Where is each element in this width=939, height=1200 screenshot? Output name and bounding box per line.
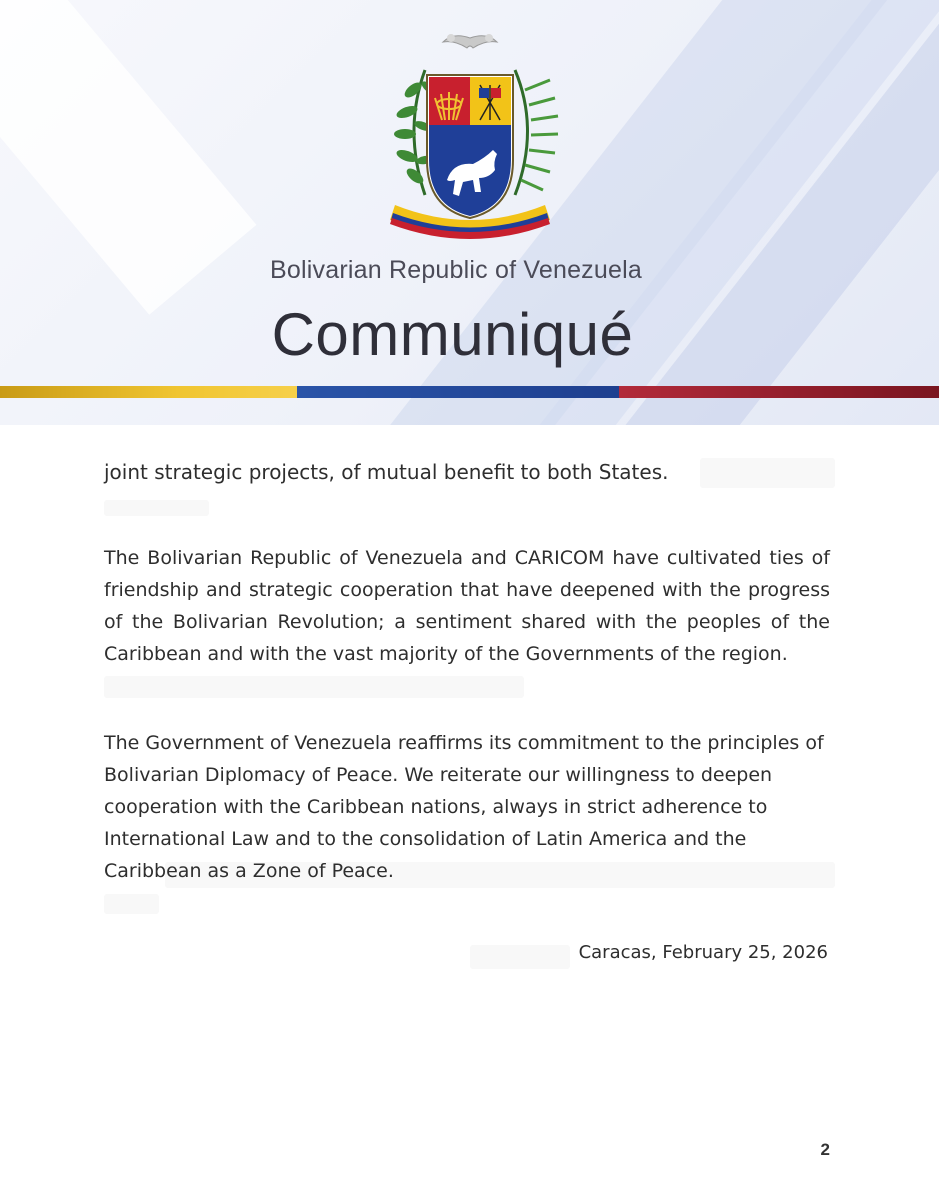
venezuela-coat-of-arms-icon [355, 30, 585, 255]
date-line: Caracas, February 25, 2026 [578, 942, 828, 963]
flag-yellow-band [0, 386, 297, 398]
scan-smudge [104, 676, 524, 698]
country-name: Bolivarian Republic of Venezuela [270, 256, 642, 284]
communique-header [0, 0, 939, 425]
paragraph-1: joint strategic projects, of mutual benefit to both States. [104, 460, 669, 484]
page-title: Communiqué [271, 301, 634, 368]
scan-smudge [104, 894, 159, 914]
flag-blue-band [297, 386, 619, 398]
flag-color-bar [0, 386, 939, 398]
paragraph-2: The Bolivarian Republic of Venezuela and CARICOM have cultivated ties of friendship and strategic cooperation that have deepened with the progress of the Bolivarian Revolution; a sentiment shared with the peoples of the Caribbean and with the vast majority of the Governments of the region. [104, 547, 830, 665]
scan-smudge [104, 500, 209, 516]
paragraph-3: The Government of Venezuela reaffirms its commitment to the principles of Bolivarian Diplomacy of Peace. We reiterate our willingness to deepen cooperation with the Caribbean nations, always in strict adherence to International Law and to the consolidation of Latin America and the Caribbean as a Zone of Peace. [104, 732, 824, 882]
page-number: 2 [820, 1140, 830, 1159]
flag-red-band [619, 386, 939, 398]
